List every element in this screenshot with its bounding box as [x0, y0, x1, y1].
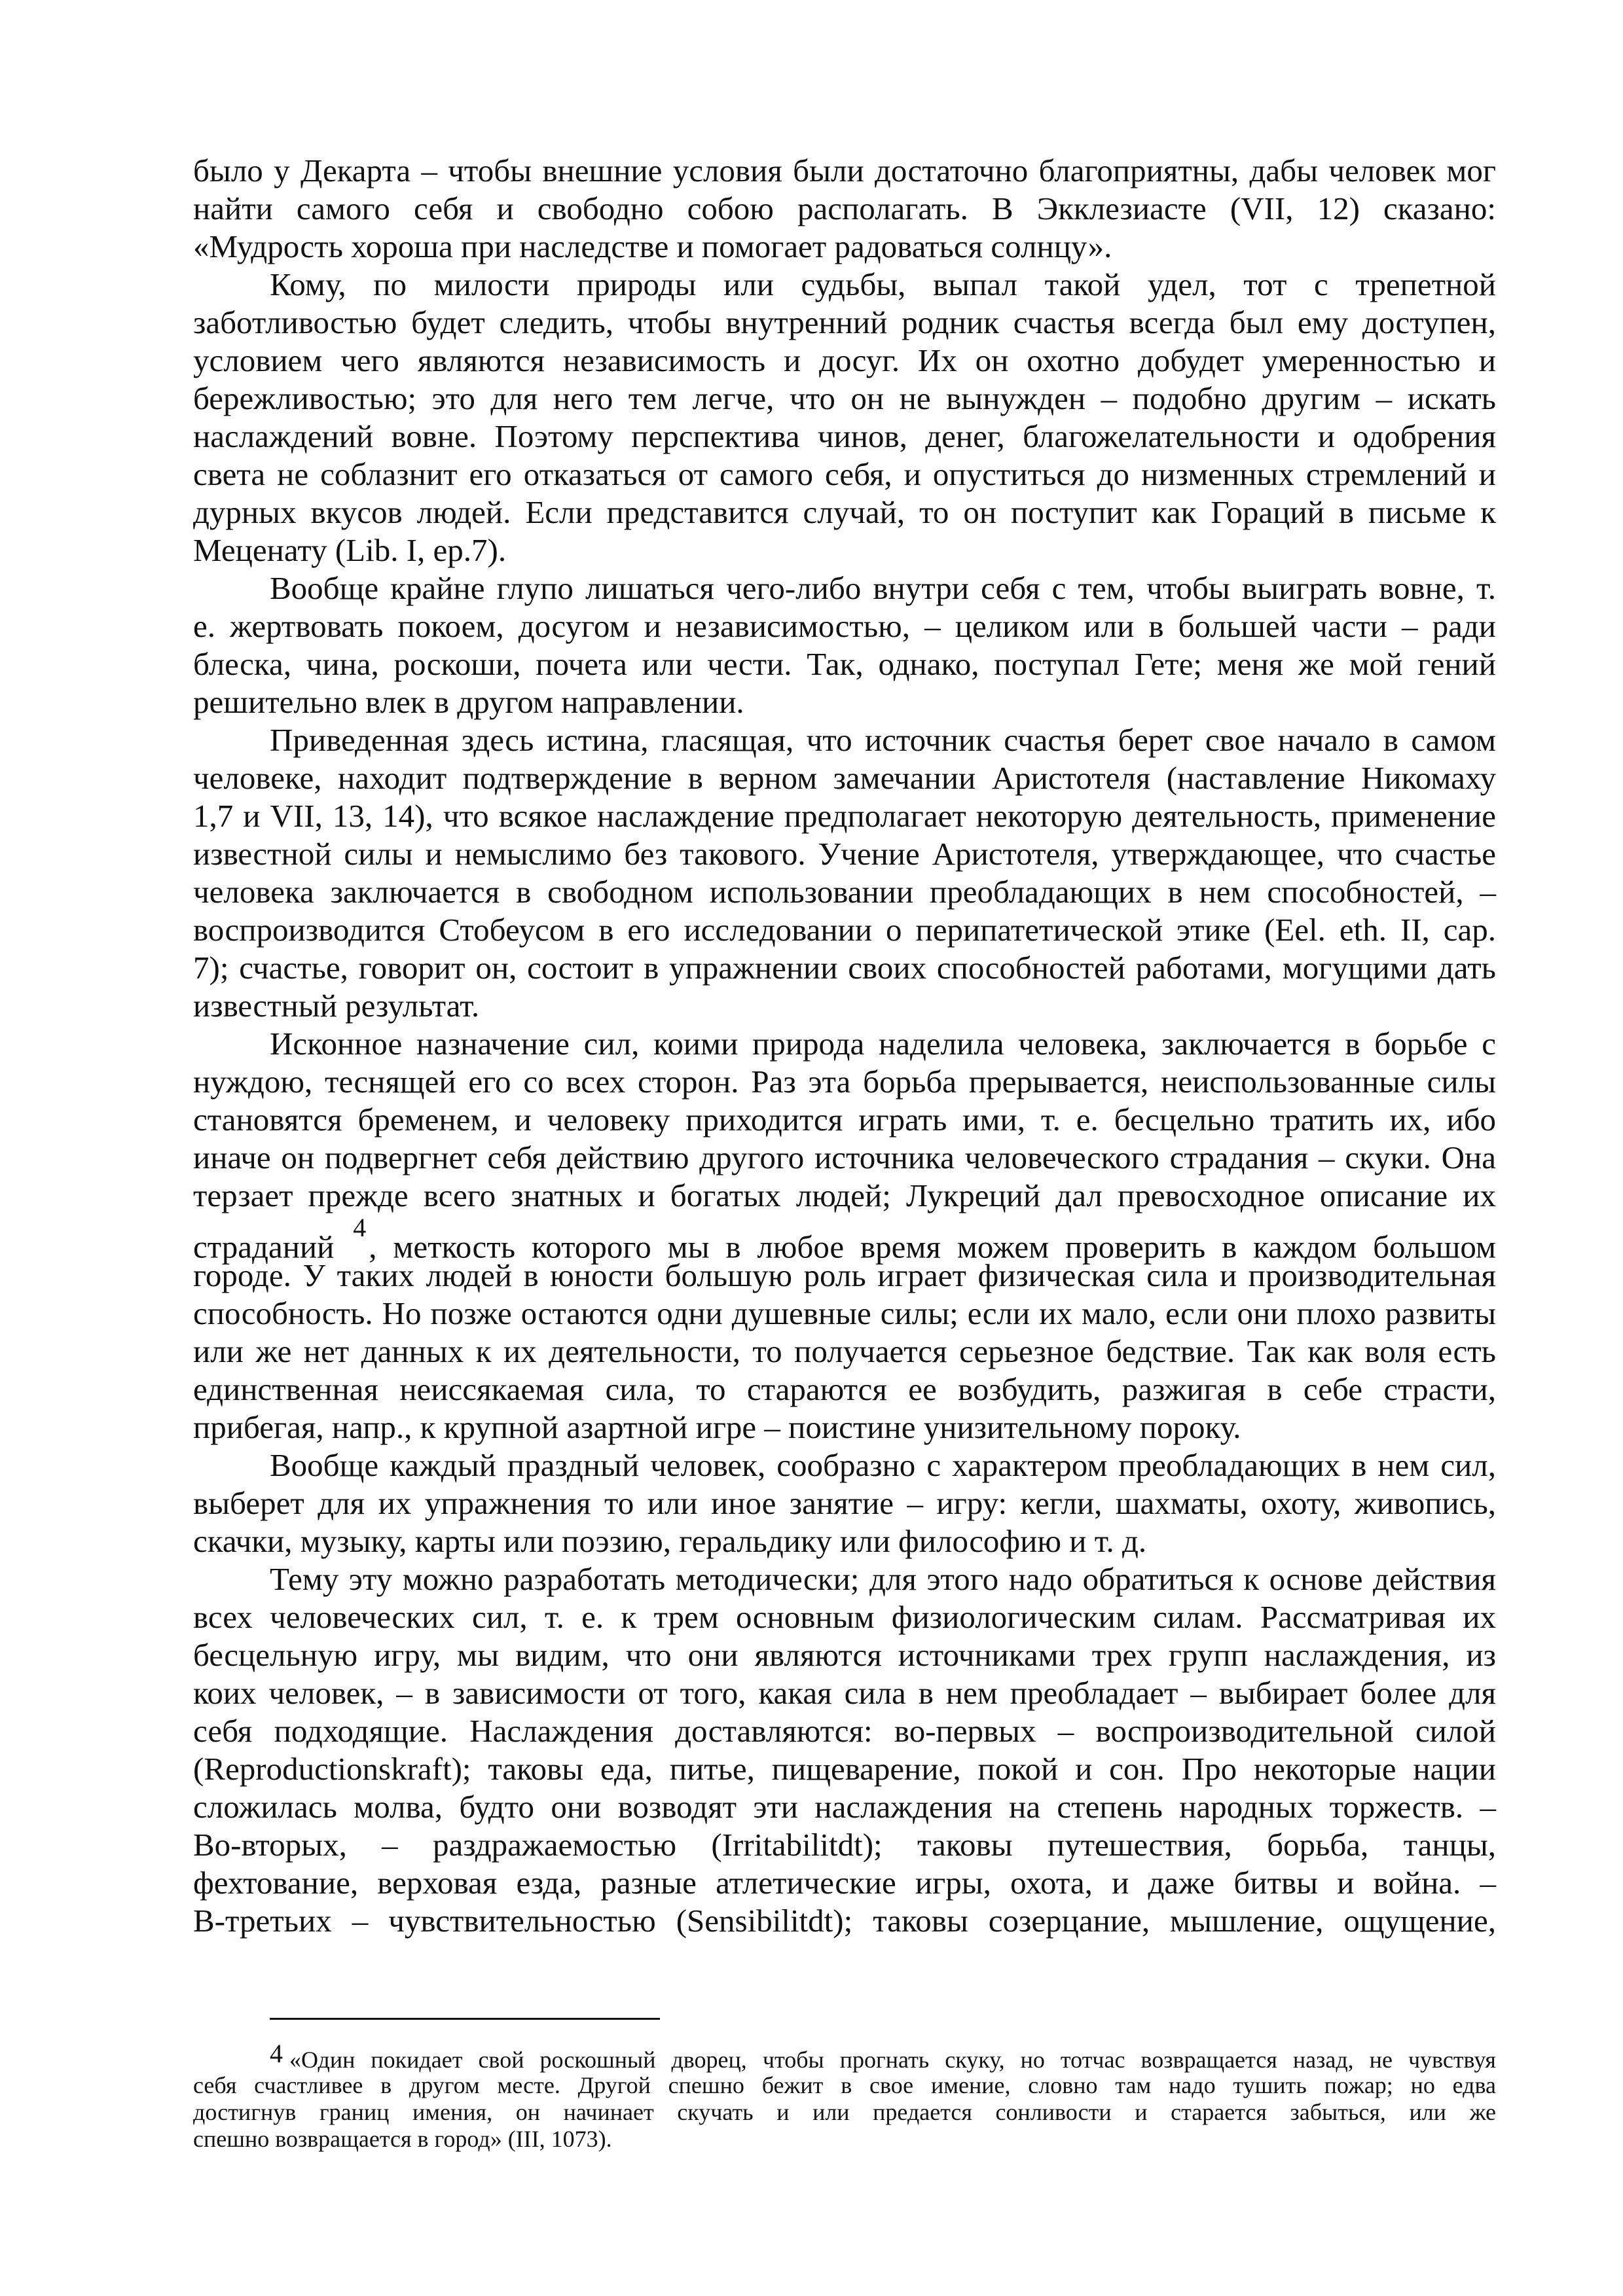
footnote-number: 4	[270, 2039, 283, 2068]
text-line: Тему эту можно разработать методически; для этого надо обратиться к основе действия	[270, 1561, 1496, 1597]
text-line: Кому, по милости природы или судьбы, выпал такой удел, тот с трепетной	[270, 266, 1496, 302]
text-line: единственная неиссякаемая сила, то стараются ее возбудить, разжигая в себе страсти,	[193, 1371, 1496, 1407]
text-line: наслаждений вовне. Поэтому перспектива чинов, денег, благожелательности и одобрения	[193, 418, 1496, 454]
text-line: дурных вкусов людей. Если представится случай, то он поступит как Гораций в письме к	[193, 494, 1496, 530]
text-line: способность. Но позже остаются одни душевные силы; если их мало, если они плохо развиты	[193, 1295, 1496, 1331]
text-line: Приведенная здесь истина, гласящая, что источник счастья берет свое начало в самом	[270, 722, 1496, 758]
text-line: «Мудрость хороша при наследстве и помогает радоваться солнцу».	[193, 228, 1112, 264]
text-line: человека заключается в свободном использовании преобладающих в нем способностей, –	[193, 874, 1496, 910]
text-segment: страданий	[193, 1229, 335, 1265]
text-line: Исконное назначение сил, коими природа наделила человека, заключается в борьбе с	[270, 1026, 1496, 1062]
text-line: становятся бременем, и человеку приходится играть ими, т. е. бесцельно тратить их, ибо	[193, 1102, 1496, 1138]
text-line: блеска, чина, роскоши, почета или чести. Так, однако, поступал Гете; меня же мой гений	[193, 646, 1496, 682]
text-line: 1,7 и VII, 13, 14), что всякое наслаждение предполагает некоторую деятельность, применение	[193, 798, 1496, 834]
text-line: Во-вторых, – раздражаемостью (Irritabilitdt); таковы путешествия, борьба, танцы,	[193, 1827, 1496, 1863]
text-line-with-footnote-ref	[193, 1213, 1496, 1265]
text-line: (Reproductionskraft); таковы еда, питье, пищеварение, покой и сон. Про некоторые нации	[193, 1751, 1496, 1787]
text-line: Меценату (Lib. I, ep.7).	[193, 532, 507, 568]
text-line: заботливостью будет следить, чтобы внутренний родник счастья всегда был ему доступен,	[193, 304, 1496, 340]
text-line: 7); счастье, говорит он, состоит в упражнении своих способностей работами, могущими дать	[193, 950, 1496, 986]
text-line: терзает прежде всего знатных и богатых людей; Лукреций дал превосходное описание их	[193, 1177, 1496, 1213]
footnote-reference[interactable]: 4	[353, 1213, 367, 1242]
text-line: выберет для их упражнения то или иное занятие – игру: кегли, шахматы, охоту, живопись,	[193, 1485, 1496, 1521]
text-line: фехтование, верховая езда, разные атлетические игры, охота, и даже битвы и война. –	[193, 1865, 1496, 1901]
text-line: Вообще крайне глупо лишаться чего-либо внутри себя с тем, чтобы выиграть вовне, т.	[270, 570, 1496, 606]
text-line: было у Декарта – чтобы внешние условия были достаточно благоприятны, дабы человек мог	[193, 152, 1496, 188]
text-line: света не соблазнит его отказаться от самого себя, и опуститься до низменных стремлений и	[193, 456, 1496, 492]
footnote-separator	[270, 2018, 660, 2020]
text-line: коих человек, – в зависимости от того, какая сила в нем преобладает – выбирает более для	[193, 1675, 1496, 1711]
text-line: В-третьих – чувствительностью (Sensibilitdt); таковы созерцание, мышление, ощущение,	[193, 1903, 1496, 1939]
text-line: воспроизводится Стобеусом в его исследовании о перипатетической этике (Eel. eth. II, cap.	[193, 912, 1496, 948]
text-line: себя подходящие. Наслаждения доставляются: во-первых – воспроизводительной силой	[193, 1713, 1496, 1749]
text-line: скачки, музыку, карты или поэзию, геральдику или философию и т. д.	[193, 1523, 1147, 1559]
footnote-line: достигнув границ имения, он начинает скучать и или предается сонливости и старается забыться, или же	[193, 2099, 1496, 2125]
text-line: иначе он подвергнет себя действию другого источника человеческого страдания – скуки. Она	[193, 1139, 1496, 1175]
text-line: решительно влек в другом направлении.	[193, 684, 744, 720]
text-line: прибегая, напр., к крупной азартной игре – поистине унизительному пороку.	[193, 1409, 1241, 1445]
footnote-line: спешно возвращается в город» (III, 1073).	[193, 2126, 612, 2152]
footnote-line: себя счастливее в другом месте. Другой спешно бежит в свое имение, словно там надо тушить пожар; но едва	[193, 2072, 1496, 2098]
text-line: е. жертвовать покоем, досугом и независимостью, – целиком или в большей части – ради	[193, 608, 1496, 644]
text-line: нуждою, теснящей его со всех сторон. Раз эта борьба прерывается, неиспользованные силы	[193, 1064, 1496, 1100]
text-segment: «Один покидает свой роскошный дворец, чтобы прогнать скуку, но тотчас возвращается назад, не чувствуя	[289, 2047, 1496, 2073]
text-line: известной силы и немыслимо без такового. Учение Аристотеля, утверждающее, что счастье	[193, 836, 1496, 872]
footnote-line	[270, 2039, 1496, 2073]
text-line: сложилась молва, будто они возводят эти наслаждения на степень народных торжеств. –	[193, 1789, 1496, 1825]
text-line: или же нет данных к их деятельности, то получается серьезное бедствие. Так как воля есть	[193, 1333, 1496, 1369]
text-line: известный результат.	[193, 988, 480, 1024]
text-line: условием чего являются независимость и досуг. Их он охотно добудет умеренностью и	[193, 342, 1496, 378]
text-line: городе. У таких людей в юности большую роль играет физическая сила и производительная	[193, 1257, 1496, 1293]
text-line: найти самого себя и свободно собою располагать. В Экклезиасте (VII, 12) сказано:	[193, 190, 1496, 226]
text-line: бесцельную игру, мы видим, что они являются источниками трех групп наслаждения, из	[193, 1637, 1496, 1673]
text-segment: , меткость которого мы в любое время можем проверить в каждом большом	[369, 1229, 1496, 1265]
text-line: бережливостью; это для него тем легче, что он не вынужден – подобно другим – искать	[193, 380, 1496, 416]
text-line: всех человеческих сил, т. е. к трем основным физиологическим силам. Рассматривая их	[193, 1599, 1496, 1635]
text-line: Вообще каждый праздный человек, сообразно с характером преобладающих в нем сил,	[270, 1447, 1496, 1483]
text-line: человеке, находит подтверждение в верном замечании Аристотеля (наставление Никомаху	[193, 760, 1496, 796]
